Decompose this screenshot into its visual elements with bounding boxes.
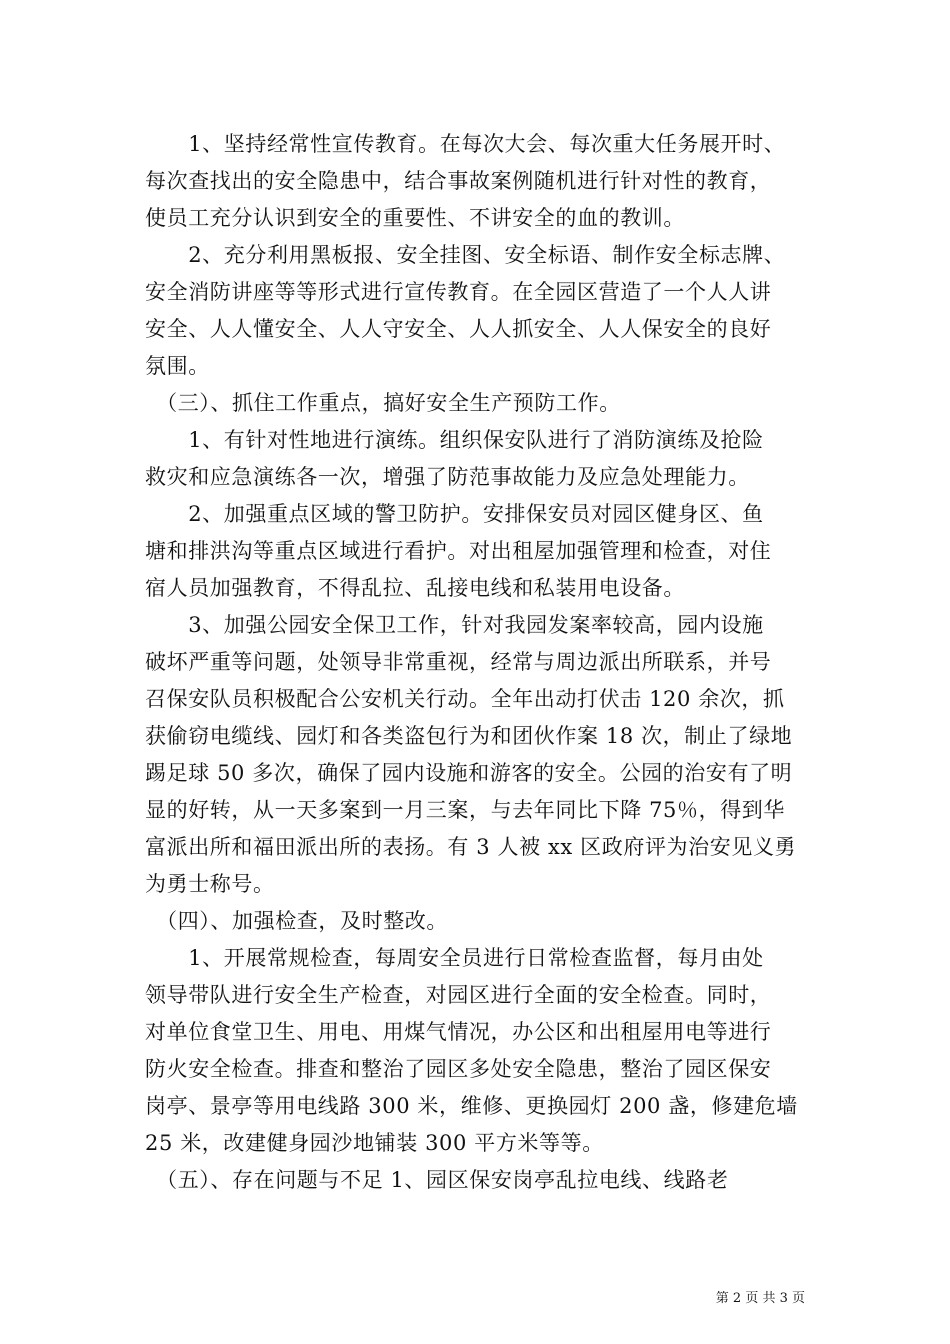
text-line: 1、坚持经常性宣传教育。在每次大会、每次重大任务展开时、: [145, 132, 786, 156]
text-line: 使员工充分认识到安全的重要性、不讲安全的血的教训。: [145, 206, 685, 230]
text-line: 破坏严重等问题，处领导非常重视，经常与周边派出所联系，并号: [145, 650, 772, 674]
text-line: 踢足球 50 多次，确保了园内设施和游客的安全。公园的治安有了明: [145, 761, 793, 785]
text-line: 宿人员加强教育，不得乱拉、乱接电线和私装用电设备。: [145, 576, 685, 600]
text-line: 2、加强重点区域的警卫防护。安排保安员对园区健身区、鱼: [145, 502, 764, 526]
section-heading: （五）、存在问题与不足 1、园区保安岗亭乱拉电线、线路老: [145, 1168, 729, 1192]
text-line: 显的好转，从一天多案到一月三案，与去年同比下降 75％，得到华: [145, 798, 785, 822]
text-line: 每次查找出的安全隐患中，结合事故案例随机进行针对性的教育，: [145, 169, 772, 193]
text-line: 3、加强公园安全保卫工作，针对我园发案率较高，园内设施: [145, 613, 764, 637]
section-heading: （四）、加强检查，及时整改。: [145, 909, 448, 933]
text-line: 为勇士称号。: [145, 872, 275, 896]
text-line: 防火安全检查。排查和整治了园区多处安全隐患，整治了园区保安: [145, 1057, 772, 1081]
text-line: 1、开展常规检查，每周安全员进行日常检查监督，每月由处: [145, 946, 764, 970]
text-line: 对单位食堂卫生、用电、用煤气情况，办公区和出租屋用电等进行: [145, 1020, 772, 1044]
text-line: 氛围。: [145, 354, 210, 378]
text-line: 塘和排洪沟等重点区域进行看护。对出租屋加强管理和检查，对住: [145, 539, 772, 563]
text-line: 获偷窃电缆线、园灯和各类盗包行为和团伙作案 18 次，制止了绿地: [145, 724, 793, 748]
page-number-footer: 第 2 页 共 3 页: [715, 1291, 805, 1306]
text-line: 安全消防讲座等等形式进行宣传教育。在全园区营造了一个人人讲: [145, 280, 772, 304]
text-line: 领导带队进行安全生产检查，对园区进行全面的安全检查。同时，: [145, 983, 772, 1007]
text-line: 2、充分利用黑板报、安全挂图、安全标语、制作安全标志牌、: [145, 243, 786, 267]
text-line: 安全、人人懂安全、人人守安全、人人抓安全、人人保安全的良好: [145, 317, 772, 341]
text-line: 召保安队员积极配合公安机关行动。全年出动打伏击 120 余次，抓: [145, 687, 785, 711]
text-line: 救灾和应急演练各一次，增强了防范事故能力及应急处理能力。: [145, 465, 750, 489]
text-line: 25 米，改建健身园沙地铺装 300 平方米等等。: [145, 1131, 604, 1155]
text-line: 富派出所和福田派出所的表扬。有 3 人被 xx 区政府评为治安见义勇: [145, 835, 797, 859]
section-heading: （三）、抓住工作重点，搞好安全生产预防工作。: [145, 391, 621, 415]
text-line: 岗亭、景亭等用电线路 300 米，维修、更换园灯 200 盏，修建危墙: [145, 1094, 798, 1118]
text-line: 1、有针对性地进行演练。组织保安队进行了消防演练及抢险: [145, 428, 764, 452]
